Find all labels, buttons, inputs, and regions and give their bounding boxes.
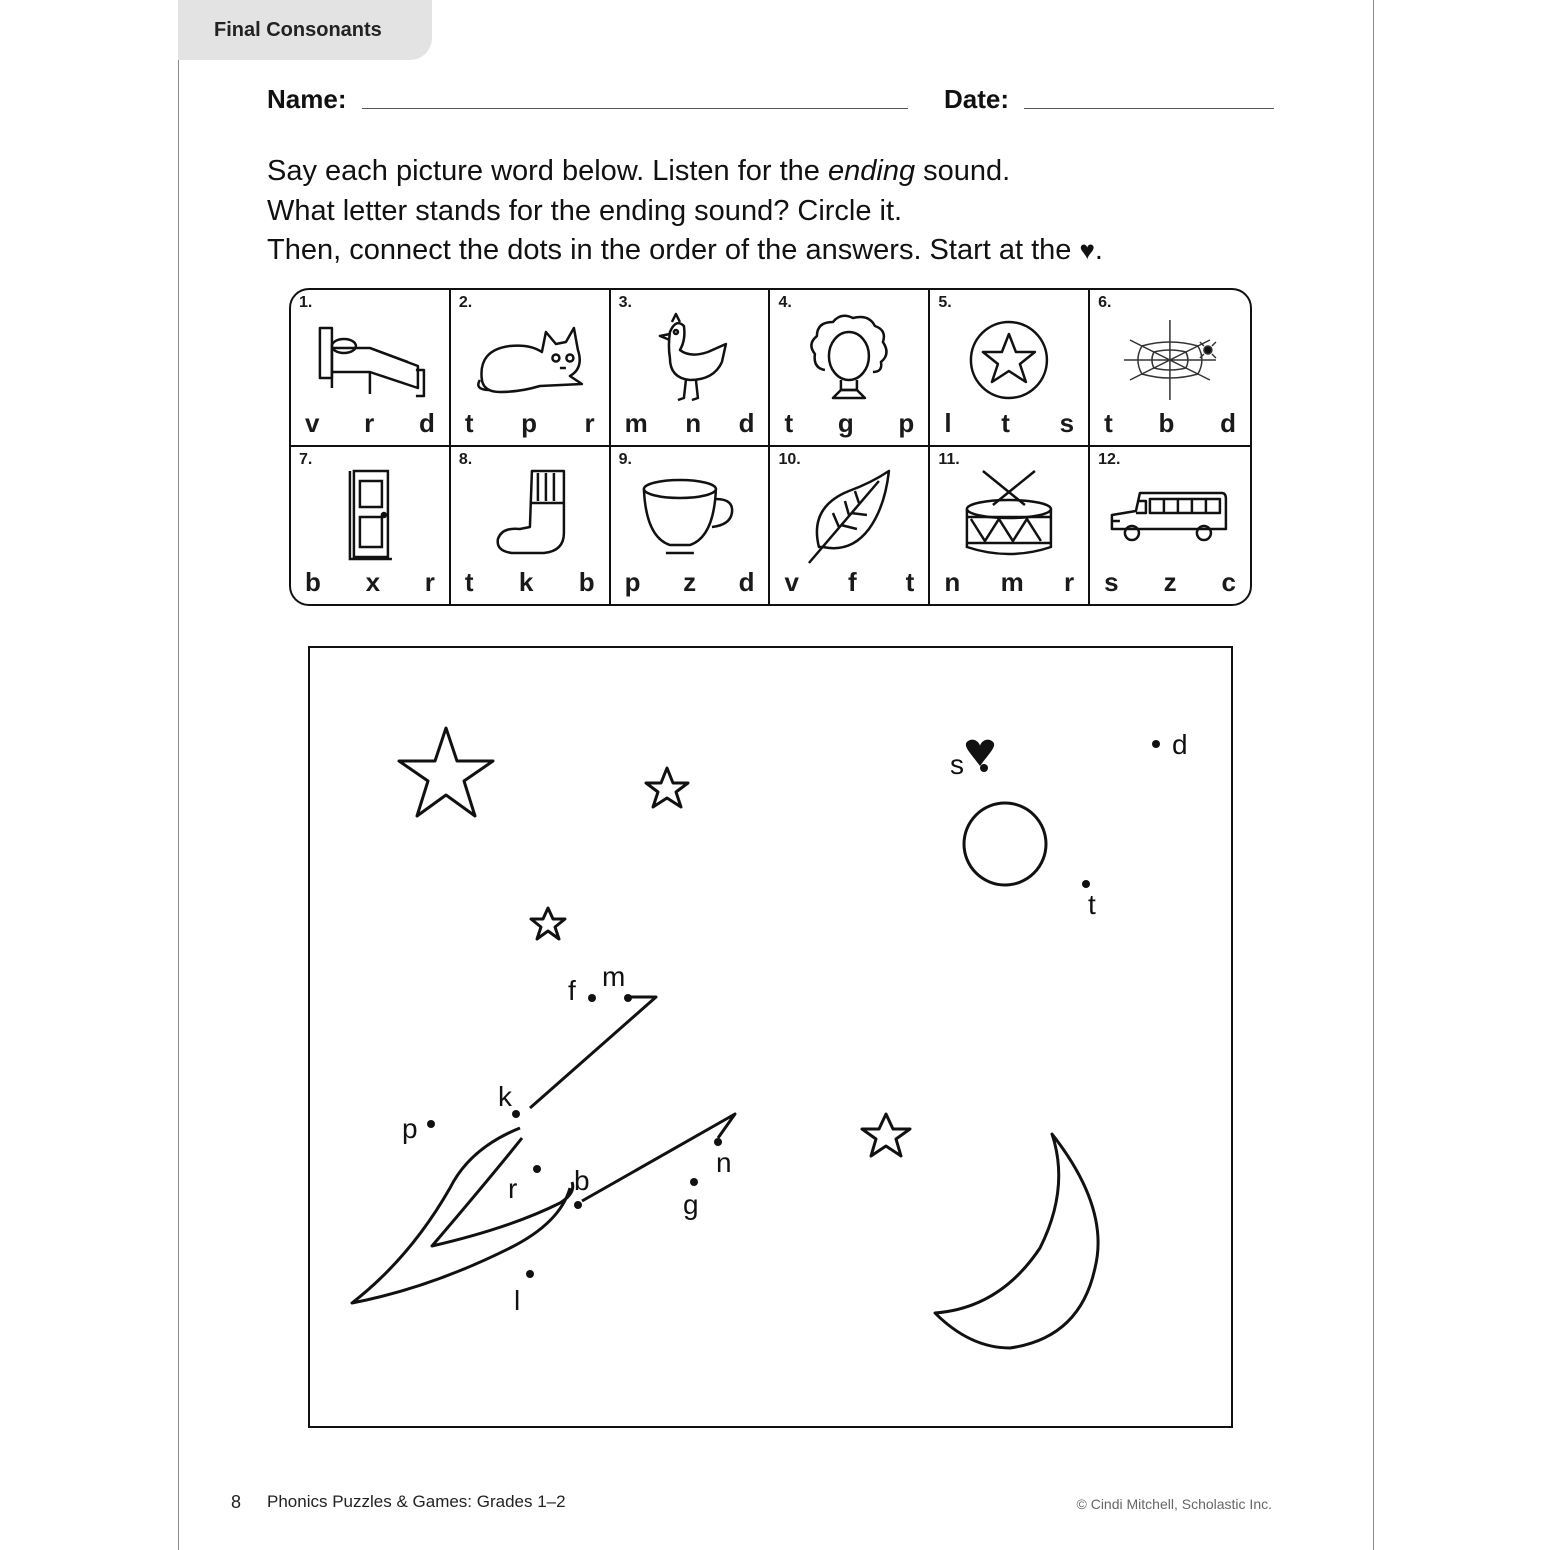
door-icon (309, 467, 431, 567)
web-icon (1108, 310, 1232, 410)
choice-letter[interactable]: d (418, 408, 435, 438)
choice-letter[interactable]: r (424, 567, 435, 597)
item-number: 5. (938, 294, 952, 311)
dot-k (512, 1110, 520, 1118)
dot-label-p: p (402, 1113, 418, 1144)
instructions (267, 152, 1267, 271)
choice-letter[interactable]: n (685, 408, 702, 438)
name-label: Name: (267, 84, 347, 114)
choice-letter[interactable]: x (365, 567, 381, 597)
date-label: Date: (944, 84, 1010, 114)
choice-letter[interactable]: t (784, 408, 794, 438)
item-number: 9. (618, 451, 632, 468)
dot-f (588, 994, 596, 1002)
choice-letter[interactable]: m (1000, 567, 1024, 597)
dot-t (1082, 880, 1090, 888)
puzzle-cell (930, 290, 1090, 447)
instruction-line-3: Then, connect the dots in the order of the answers. Start at the ♥. (267, 234, 1103, 266)
letter-choices (305, 567, 435, 598)
choice-letter[interactable]: f (847, 567, 857, 597)
choice-letter[interactable]: s (1104, 567, 1119, 597)
item-number: 6. (1098, 294, 1112, 311)
choice-letter[interactable]: r (364, 408, 375, 438)
ball-icon (948, 310, 1070, 410)
dot-label-r: r (508, 1173, 518, 1204)
choice-letter[interactable]: t (905, 567, 915, 597)
star-icon (646, 768, 688, 807)
choice-letter[interactable]: t (464, 567, 474, 597)
dot-s (980, 764, 988, 772)
choice-letter[interactable]: t (1104, 408, 1113, 438)
star-icon (531, 908, 565, 939)
choice-letter[interactable]: d (1220, 408, 1236, 438)
choice-letter[interactable]: s (1059, 408, 1075, 438)
drum-icon (948, 467, 1070, 567)
rocket-outline (352, 1128, 570, 1303)
dot-l (526, 1270, 534, 1278)
puzzle-cell (291, 447, 451, 604)
letter-choices (944, 408, 1074, 439)
letter-choices (465, 567, 595, 598)
dot-label-n: n (716, 1147, 732, 1178)
choice-letter[interactable]: r (584, 408, 595, 438)
rocket-outline (432, 1138, 573, 1246)
item-number: 11. (938, 451, 960, 468)
dot-label-t: t (1088, 889, 1096, 920)
choice-letter[interactable]: g (837, 408, 854, 438)
dot-b (574, 1201, 582, 1209)
dot-label-g: g (683, 1189, 699, 1220)
letter-choices (305, 408, 435, 439)
choice-letter[interactable]: b (305, 567, 321, 597)
puzzle-cell (1090, 447, 1250, 604)
choice-letter[interactable]: l (944, 408, 952, 438)
choice-letter[interactable]: p (521, 408, 537, 438)
star-icon (399, 728, 493, 816)
choice-letter[interactable]: p (624, 567, 641, 597)
choice-letter[interactable]: z (1163, 567, 1177, 597)
puzzle-cell (451, 447, 611, 604)
choice-letter[interactable]: t (1001, 408, 1010, 438)
choice-letter[interactable]: n (944, 567, 961, 597)
puzzle-cell (1090, 290, 1250, 447)
dot-m (624, 994, 632, 1002)
planet-icon (964, 803, 1046, 885)
moon-icon (935, 1134, 1098, 1348)
item-number: 2. (458, 294, 473, 311)
choice-letter[interactable]: d (738, 567, 755, 597)
dot-label-l: l (514, 1285, 521, 1316)
bed-icon (309, 310, 431, 410)
dot-label-f: f (568, 975, 576, 1006)
star-icon (862, 1114, 910, 1156)
dot-p (427, 1120, 435, 1128)
hen-icon (629, 310, 751, 410)
choice-letter[interactable]: t (464, 408, 474, 438)
choice-letter[interactable]: k (518, 567, 534, 597)
item-number: 7. (299, 451, 313, 468)
letter-choices (625, 567, 755, 598)
book-title: Phonics Puzzles & Games: Grades 1–2 (267, 1492, 566, 1511)
letter-choices (1104, 567, 1236, 598)
cup-icon (629, 467, 751, 567)
puzzle-cell (770, 447, 930, 604)
rocket-outline (582, 1114, 735, 1201)
choice-letter[interactable]: d (738, 408, 755, 438)
dot-label-d: d (1172, 729, 1188, 760)
letter-choices (784, 567, 914, 598)
item-number: 8. (458, 451, 473, 468)
item-number: 4. (778, 294, 792, 311)
choice-letter[interactable]: r (1064, 567, 1075, 597)
date-line[interactable] (1024, 108, 1274, 109)
letter-choices (1104, 408, 1236, 439)
name-line[interactable] (362, 108, 908, 109)
letter-choices (944, 567, 1074, 598)
dot-label-m: m (602, 961, 626, 992)
dot-label-b: b (574, 1165, 590, 1196)
dot-n (714, 1138, 722, 1146)
choice-letter[interactable]: m (624, 408, 648, 438)
item-number: 1. (299, 294, 313, 311)
puzzle-cell (291, 290, 451, 447)
heart-icon: ♥ (1079, 235, 1095, 265)
puzzle-cell (611, 447, 771, 604)
puzzle-cell (770, 290, 930, 447)
picture-grid (289, 288, 1252, 606)
sock-icon (469, 467, 591, 567)
instruction-line-2: What letter stands for the ending sound? Circle it. (267, 194, 903, 227)
puzzle-cell (451, 290, 611, 447)
dot-d (1152, 740, 1160, 748)
puzzle-cell (930, 447, 1090, 604)
connect-dots-scene (308, 646, 1233, 1428)
copyright: © Cindi Mitchell, Scholastic Inc. (1076, 1496, 1272, 1512)
cat-icon (469, 310, 591, 410)
item-number: 3. (618, 294, 632, 311)
letter-choices (625, 408, 755, 439)
letter-choices (465, 408, 595, 439)
section-tab-label: Final Consonants (214, 18, 382, 41)
choice-letter[interactable]: v (305, 408, 320, 438)
choice-letter[interactable]: b (1158, 408, 1175, 438)
wig-icon (788, 310, 910, 410)
dot-g (690, 1178, 698, 1186)
choice-letter[interactable]: z (683, 567, 697, 597)
choice-letter[interactable]: v (784, 567, 799, 597)
dot-r (533, 1165, 541, 1173)
puzzle-cell (611, 290, 771, 447)
item-number: 12. (1098, 451, 1121, 468)
bus-icon (1108, 467, 1232, 567)
heart-icon (966, 740, 994, 766)
leaf-icon (788, 467, 910, 567)
instruction-line-1: Say each picture word below. Listen for the ending sound. (267, 155, 1011, 187)
letter-choices (784, 408, 914, 439)
dot-label-s: s (950, 749, 964, 780)
choice-letter[interactable]: b (578, 567, 595, 597)
page-number: 8 (231, 1492, 242, 1512)
choice-letter[interactable]: c (1221, 567, 1236, 597)
rocket-outline (530, 997, 656, 1108)
choice-letter[interactable]: p (898, 408, 915, 438)
dot-label-k: k (498, 1081, 512, 1112)
item-number: 10. (778, 451, 801, 468)
section-tab (178, 0, 432, 60)
